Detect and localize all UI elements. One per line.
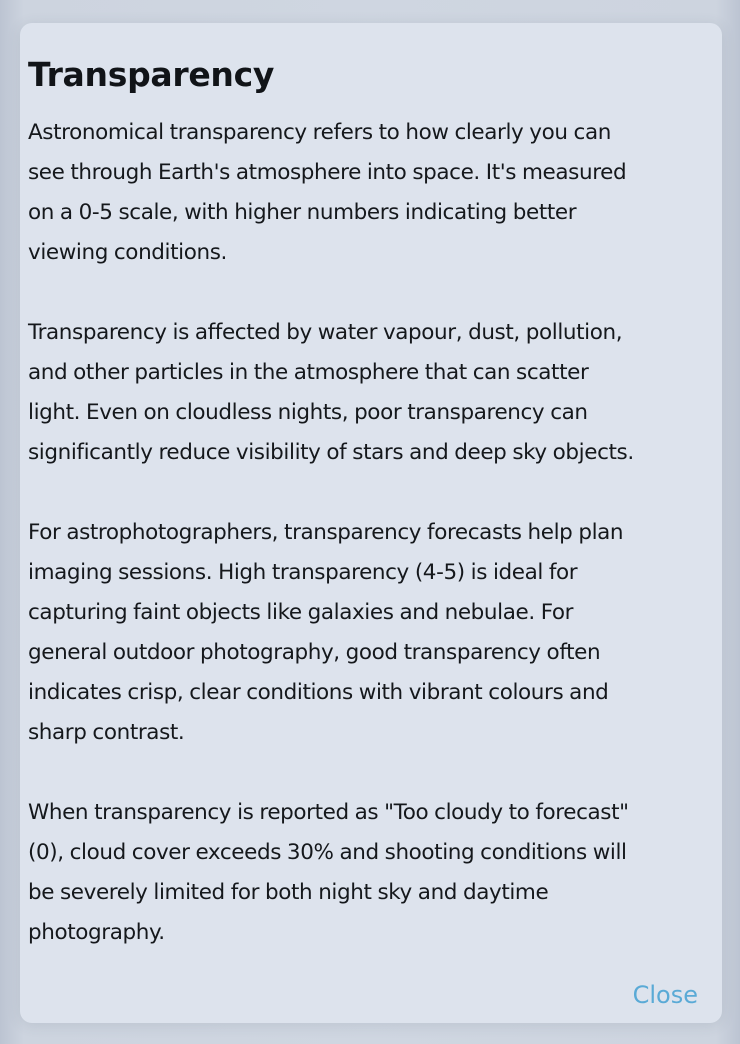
text-line: be severely limited for both night sky and daytime	[28, 880, 549, 905]
text-line: viewing conditions.	[28, 240, 227, 265]
text-line: capturing faint objects like galaxies and nebulae. For	[28, 600, 574, 625]
text-line: When transparency is reported as "Too cloudy to forecast"	[28, 800, 629, 825]
paragraph-factors	[28, 313, 718, 473]
text-line: For astrophotographers, transparency forecasts help plan	[28, 520, 624, 545]
text-line: significantly reduce visibility of stars and deep sky objects.	[28, 440, 634, 465]
dialog-title: Transparency	[28, 55, 275, 94]
close-button[interactable]: Close	[632, 981, 698, 1009]
text-line: general outdoor photography, good transparency often	[28, 640, 601, 665]
text-line: imaging sessions. High transparency (4-5) is ideal for	[28, 560, 578, 585]
text-line: Astronomical transparency refers to how clearly you can	[28, 120, 611, 145]
paragraph-astrophotography	[28, 513, 718, 753]
text-line: on a 0-5 scale, with higher numbers indicating better	[28, 200, 577, 225]
paragraph-too-cloudy	[28, 793, 718, 953]
paragraph-definition	[28, 113, 718, 273]
text-line: see through Earth's atmosphere into space. It's measured	[28, 160, 627, 185]
text-line: photography.	[28, 920, 165, 945]
text-line: and other particles in the atmosphere that can scatter	[28, 360, 589, 385]
dialog-body	[28, 113, 718, 953]
info-dialog	[20, 23, 722, 1023]
text-line: Transparency is affected by water vapour, dust, pollution,	[28, 320, 623, 345]
text-line: indicates crisp, clear conditions with vibrant colours and	[28, 680, 609, 705]
text-line: light. Even on cloudless nights, poor transparency can	[28, 400, 588, 425]
text-line: (0), cloud cover exceeds 30% and shooting conditions will	[28, 840, 627, 865]
text-line: sharp contrast.	[28, 720, 185, 745]
